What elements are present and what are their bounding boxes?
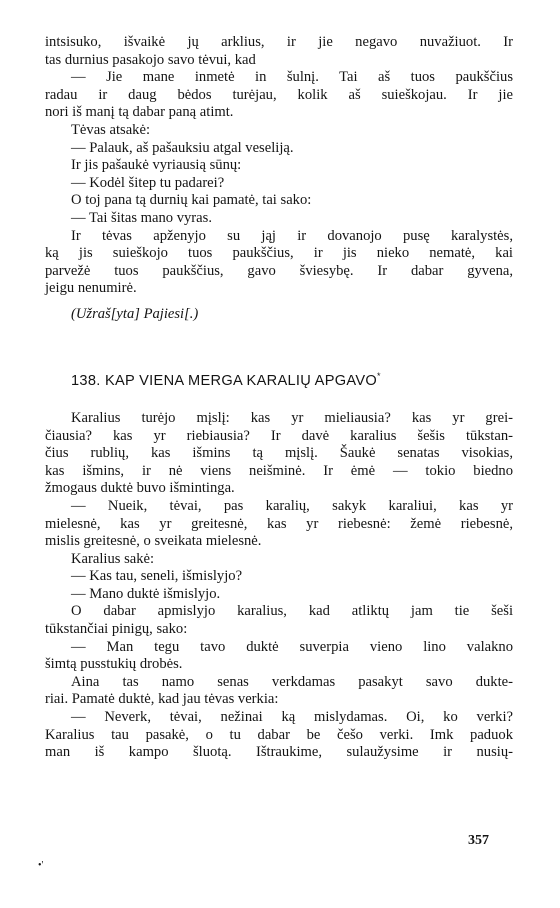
text-line: jeigu nenumirė.: [45, 280, 137, 297]
text-line: Ir jis pašaukė vyriausią sūnų:: [71, 157, 242, 174]
print-speck: •': [38, 860, 44, 871]
text-line: O dabar apmislyjo karalius, kad atliktų jam tie šeši: [71, 603, 513, 620]
text-line: Tėvas atsakė:: [71, 121, 151, 138]
footnote-marker: *: [377, 370, 381, 381]
paragraph: [45, 157, 513, 175]
text-line: Karalius sakė:: [71, 550, 155, 567]
paragraph: [45, 639, 513, 674]
paragraph: [45, 586, 513, 604]
paragraph: [45, 34, 513, 69]
paragraph: [45, 122, 513, 140]
text-line: čius rublių, kas išmins tą mįslį. Šaukė senatas visokias,: [45, 445, 513, 462]
story-title-text: 138. KAP VIENA MERGA KARALIŲ APGAVO: [71, 372, 378, 389]
paragraph: [45, 603, 513, 638]
text-line: — Tai šitas mano vyras.: [71, 209, 212, 226]
text-line: — Kodėl šitep tu padarei?: [71, 174, 225, 191]
paragraph: [45, 140, 513, 158]
text-line: mielesnė, kas yr greitesnė, kas yr riebesnė: žemė riebesnė,: [45, 515, 513, 532]
paragraph: [45, 192, 513, 210]
text-line: kas išmins, ir nė viens neišminė. Ir ėmė — tokio biedno: [45, 462, 513, 479]
paragraph: [45, 210, 513, 228]
text-line: parvežė tuos paukščius, gavo šviesybę. Ir dabar gyvena,: [45, 262, 513, 279]
text-line: — Palauk, aš pašauksiu atgal veseliją.: [71, 139, 294, 156]
text-line: žmogaus duktė buvo išmintinga.: [45, 480, 235, 497]
text-line: — Nueik, tėvai, pas karalių, sakyk karaliui, kas yr: [71, 497, 513, 514]
text-line: Aina tas namo senas verkdamas pasakyt savo dukte-: [71, 673, 513, 690]
story-title: [45, 368, 513, 390]
text-line: Karalius turėjo mįslį: kas yr mieliausia? kas yr grei-: [71, 409, 513, 426]
text-line: riai. Pamatė duktė, kad jau tėvas verkia:: [45, 691, 279, 708]
paragraph: [45, 709, 513, 762]
paragraph: [45, 498, 513, 551]
text-line: — Mano duktė išmislyjo.: [71, 585, 221, 602]
text-line: šimtą pusstukių drobės.: [45, 656, 183, 673]
text-line: ką jis suieškojo tuos paukščius, ir jis nieko nematė, kai: [45, 245, 513, 262]
story-body: [45, 410, 513, 762]
text-line: tūkstančiai pinigų, sako:: [45, 621, 188, 638]
paragraph: [45, 69, 513, 122]
paragraph: [45, 674, 513, 709]
text-line: čiausia? kas yr riebiausia? Ir davė karalius šešis tūkstan-: [45, 427, 513, 444]
text-line: mislis greitesnė, o sveikata mielesnė.: [45, 533, 262, 550]
story-continuation: [45, 34, 513, 298]
text-line: — Kas tau, seneli, išmislyjo?: [71, 568, 243, 585]
paragraph: [45, 551, 513, 569]
text-line: — Man tegu tavo duktė suverpia vieno lino valakno: [71, 638, 513, 655]
source-note: (Užraš[yta] Pajiesi[.): [71, 305, 199, 322]
page-number: 357: [468, 833, 489, 848]
text-line: intsisuko, išvaikė jų arklius, ir jie negavo nuvažiuot. Ir: [45, 34, 513, 50]
text-line: nori iš manį tą dabar paną atimt.: [45, 104, 234, 121]
text-line: Ir tėvas apženyjo su jąj ir dovanojo pusę karalystės,: [71, 227, 513, 244]
paragraph: [45, 228, 513, 298]
text-line: — Neverk, tėvai, nežinai ką mislydamas. Oi, ko verki?: [71, 709, 513, 726]
text-line: tas durnius pasakojo savo tėvui, kad: [45, 51, 256, 68]
text-line: Karalius tau pasakė, o tu dabar be češo verki. Imk paduok: [45, 726, 513, 743]
text-line: O toj pana tą durnių kai pamatė, tai sako:: [71, 192, 312, 209]
text-line: — Jie mane inmetė in šulnį. Tai aš tuos paukščius: [71, 69, 513, 86]
paragraph: [45, 410, 513, 498]
paragraph: [45, 568, 513, 586]
text-line: man iš kampo šluotą. Ištraukime, sulaužysime ir nusių-: [45, 744, 513, 761]
book-page: [45, 34, 513, 762]
text-line: radau ir daug bėdos turėjau, kolik aš suieškojau. Ir jie: [45, 86, 513, 103]
paragraph: [45, 175, 513, 193]
